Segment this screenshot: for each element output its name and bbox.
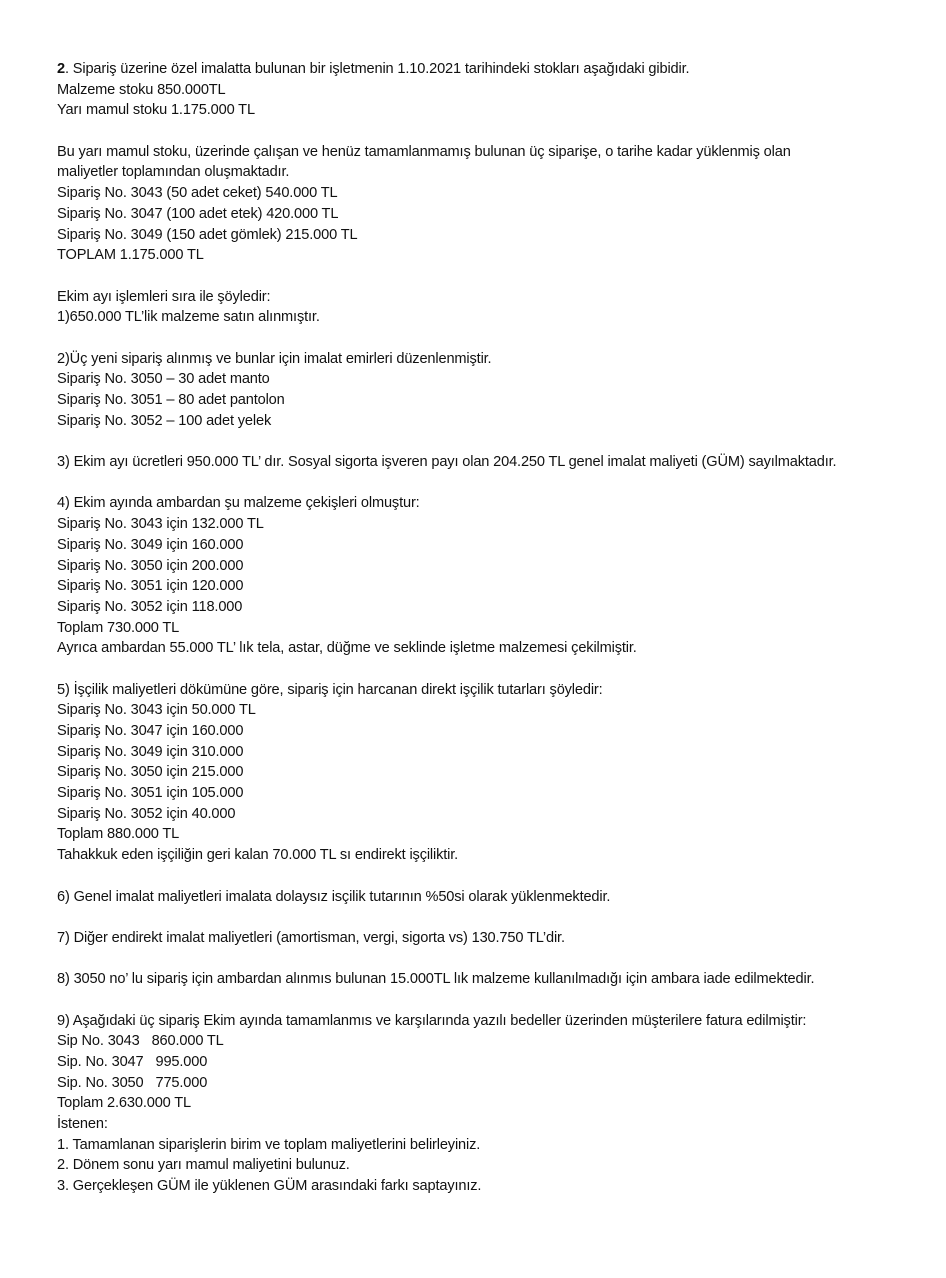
indirect-material-note: Ayrıca ambardan 55.000 TL’ lık tela, astar, düğme ve seklinde işletme malzemesi çekilmiştir. bbox=[57, 640, 637, 657]
transaction-9-heading: 9) Aşağıdaki üç sipariş Ekim ayında tamamlanmıs ve karşılarında yazılı bedeller üzerinden müşterilere fatura edilmiştir: bbox=[57, 1012, 807, 1029]
transaction-3: 3) Ekim ayı ücretleri 950.000 TL’ dır. Sosyal sigorta işveren payı olan 204.250 TL genel imalat maliyeti (GÜM) sayılmaktadır. bbox=[57, 454, 837, 471]
invoice-item bbox=[57, 1052, 932, 1073]
transaction-7: 7) Diğer endirekt imalat maliyetleri (amortisman, vergi, sigorta vs) 130.750 TL’dir. bbox=[57, 929, 565, 946]
transaction-2-heading: 2)Üç yeni sipariş alınmış ve bunlar için imalat emirleri düzenlenmiştir. bbox=[57, 350, 492, 367]
wip-description-1: Bu yarı mamul stoku, üzerinde çalışan ve henüz tamamlanmamış bulunan üç siparişe, o tarihe kadar yüklenmiş olan bbox=[57, 143, 791, 160]
wip-total: TOPLAM 1.175.000 TL bbox=[57, 247, 204, 264]
october-heading: Ekim ayı işlemleri sıra ile şöyledir: bbox=[57, 288, 271, 305]
invoice-amount: 775.000 bbox=[155, 1074, 208, 1091]
invoice-total: Toplam 2.630.000 TL bbox=[57, 1095, 191, 1112]
wip-item: Sipariş No. 3049 (150 adet gömlek) 215.000 TL bbox=[57, 226, 358, 243]
invoice-item bbox=[57, 1031, 932, 1052]
invoice-order-label: Sip No. 3043 bbox=[57, 1033, 140, 1050]
requested-heading: İstenen: bbox=[57, 1116, 108, 1133]
invoice-order-label: Sip. No. 3050 bbox=[57, 1074, 144, 1091]
direct-labor-item: Sipariş No. 3043 için 50.000 TL bbox=[57, 702, 256, 719]
wip-stock: Yarı mamul stoku 1.175.000 TL bbox=[57, 102, 255, 119]
wip-item: Sipariş No. 3043 (50 adet ceket) 540.000 TL bbox=[57, 185, 338, 202]
wip-description-2: maliyetler toplamından oluşmaktadır. bbox=[57, 164, 290, 181]
problem-number: 2 bbox=[57, 61, 65, 77]
problem-document bbox=[57, 59, 932, 1197]
material-withdrawal-item: Sipariş No. 3050 için 200.000 bbox=[57, 557, 244, 574]
direct-labor-total: Toplam 880.000 TL bbox=[57, 826, 180, 843]
invoice-amount: 995.000 bbox=[155, 1054, 208, 1070]
direct-labor-item: Sipariş No. 3052 için 40.000 bbox=[57, 805, 236, 822]
invoice-amount: 860.000 TL bbox=[151, 1033, 224, 1050]
intro-text: . Sipariş üzerine özel imalatta bulunan bir işletmenin 1.10.2021 tarihindeki stokları aşağıdaki gibidir. bbox=[64, 61, 690, 77]
material-stock: Malzeme stoku 850.000TL bbox=[57, 81, 226, 98]
direct-labor-item: Sipariş No. 3047 için 160.000 bbox=[57, 723, 244, 739]
material-withdrawal-item: Sipariş No. 3051 için 120.000 bbox=[57, 578, 244, 595]
transaction-6: 6) Genel imalat maliyetleri imalata dolaysız isçilik tutarının %50si olarak yüklenmektedir. bbox=[57, 888, 611, 905]
intro-line-1 bbox=[57, 59, 932, 80]
new-order-item: Sipariş No. 3052 – 100 adet yelek bbox=[57, 412, 272, 429]
requested-item: 3. Gerçekleşen GÜM ile yüklenen GÜM arasındaki farkı saptayınız. bbox=[57, 1178, 482, 1195]
direct-labor-item: Sipariş No. 3050 için 215.000 bbox=[57, 764, 244, 781]
direct-labor-item: Sipariş No. 3049 için 310.000 bbox=[57, 743, 244, 760]
transaction-1: 1)650.000 TL’lik malzeme satın alınmıştır. bbox=[57, 309, 320, 326]
new-order-item: Sipariş No. 3050 – 30 adet manto bbox=[57, 371, 270, 388]
material-withdrawal-total: Toplam 730.000 TL bbox=[57, 619, 180, 636]
indirect-labor-note: Tahakkuk eden işçiliğin geri kalan 70.000 TL sı endirekt işçiliktir. bbox=[57, 847, 459, 864]
wip-item: Sipariş No. 3047 (100 adet etek) 420.000 TL bbox=[57, 205, 339, 222]
transaction-5-heading: 5) İşçilik maliyetleri dökümüne göre, sipariş için harcanan direkt işçilik tutarları şöyledir: bbox=[57, 681, 603, 698]
direct-labor-item: Sipariş No. 3051 için 105.000 bbox=[57, 785, 244, 802]
transaction-8: 8) 3050 no’ lu sipariş için ambardan alınmıs bulunan 15.000TL lık malzeme kullanılmadığı için ambara iade edilmektedir. bbox=[57, 971, 815, 988]
invoice-item bbox=[57, 1073, 932, 1094]
material-withdrawal-item: Sipariş No. 3049 için 160.000 bbox=[57, 536, 244, 553]
invoice-order-label: Sip. No. 3047 bbox=[57, 1054, 144, 1070]
requested-item: 1. Tamamlanan siparişlerin birim ve toplam maliyetlerini belirleyiniz. bbox=[57, 1136, 481, 1153]
new-order-item: Sipariş No. 3051 – 80 adet pantolon bbox=[57, 392, 285, 408]
transaction-4-heading: 4) Ekim ayında ambardan şu malzeme çekişleri olmuştur: bbox=[57, 495, 420, 512]
material-withdrawal-item: Sipariş No. 3043 için 132.000 TL bbox=[57, 516, 264, 533]
material-withdrawal-item: Sipariş No. 3052 için 118.000 bbox=[57, 598, 243, 615]
requested-item: 2. Dönem sonu yarı mamul maliyetini bulunuz. bbox=[57, 1157, 350, 1174]
